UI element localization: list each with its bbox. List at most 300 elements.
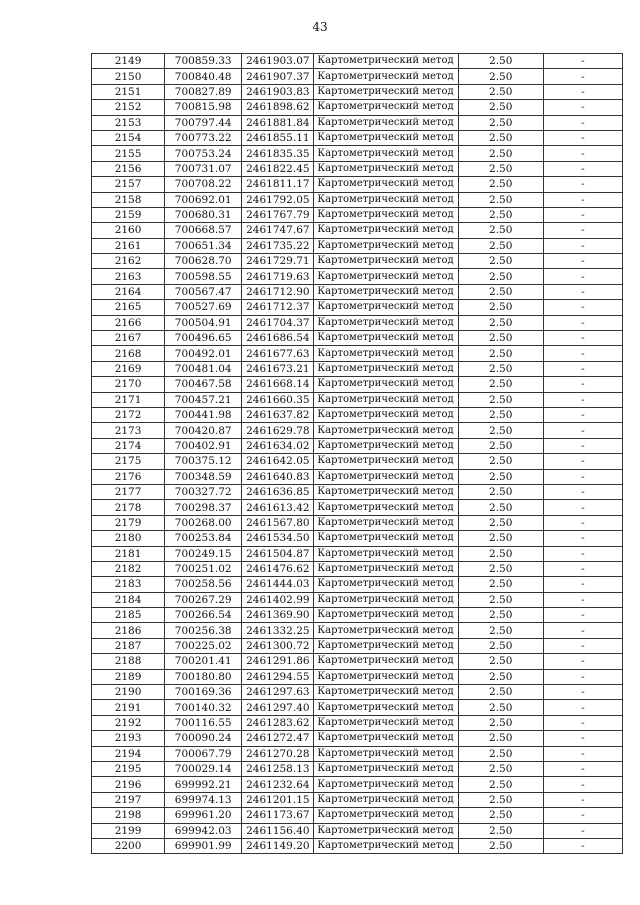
description-cell: - <box>543 823 622 838</box>
method-cell: Картометрический метод <box>314 192 458 207</box>
accuracy-cell: 2.50 <box>458 700 543 715</box>
y-coordinate-cell: 2461291.86 <box>242 654 314 669</box>
method-cell: Картометрический метод <box>314 731 458 746</box>
accuracy-cell: 2.50 <box>458 100 543 115</box>
accuracy-cell: 2.50 <box>458 146 543 161</box>
description-cell: - <box>543 346 622 361</box>
method-cell: Картометрический метод <box>314 700 458 715</box>
method-cell: Картометрический метод <box>314 392 458 407</box>
x-coordinate-cell: 700169.36 <box>165 685 242 700</box>
x-coordinate-cell: 700348.59 <box>165 469 242 484</box>
accuracy-cell: 2.50 <box>458 130 543 145</box>
method-cell: Картометрический метод <box>314 300 458 315</box>
description-cell: - <box>543 700 622 715</box>
description-cell: - <box>543 685 622 700</box>
table-row <box>92 731 623 746</box>
x-coordinate-cell: 700402.91 <box>165 438 242 453</box>
table-row <box>92 823 623 838</box>
method-cell: Картометрический метод <box>314 223 458 238</box>
x-coordinate-cell: 700628.70 <box>165 254 242 269</box>
x-coordinate-cell: 700225.02 <box>165 638 242 653</box>
y-coordinate-cell: 2461747.67 <box>242 223 314 238</box>
description-cell: - <box>543 254 622 269</box>
table-row <box>92 146 623 161</box>
point-number-cell: 2198 <box>92 808 165 823</box>
method-cell: Картометрический метод <box>314 207 458 222</box>
point-number-cell: 2175 <box>92 454 165 469</box>
y-coordinate-cell: 2461297.40 <box>242 700 314 715</box>
accuracy-cell: 2.50 <box>458 484 543 499</box>
point-number-cell: 2194 <box>92 746 165 761</box>
accuracy-cell: 2.50 <box>458 561 543 576</box>
accuracy-cell: 2.50 <box>458 777 543 792</box>
x-coordinate-cell: 700251.02 <box>165 561 242 576</box>
accuracy-cell: 2.50 <box>458 761 543 776</box>
y-coordinate-cell: 2461767.79 <box>242 207 314 222</box>
y-coordinate-cell: 2461283.62 <box>242 715 314 730</box>
y-coordinate-cell: 2461613.42 <box>242 500 314 515</box>
description-cell: - <box>543 608 622 623</box>
x-coordinate-cell: 700258.56 <box>165 577 242 592</box>
x-coordinate-cell: 700266.54 <box>165 608 242 623</box>
point-number-cell: 2187 <box>92 638 165 653</box>
table-row <box>92 500 623 515</box>
accuracy-cell: 2.50 <box>458 392 543 407</box>
accuracy-cell: 2.50 <box>458 115 543 130</box>
method-cell: Картометрический метод <box>314 238 458 253</box>
table-row <box>92 561 623 576</box>
y-coordinate-cell: 2461444.03 <box>242 577 314 592</box>
y-coordinate-cell: 2461636.85 <box>242 484 314 499</box>
y-coordinate-cell: 2461156.40 <box>242 823 314 838</box>
y-coordinate-cell: 2461201.15 <box>242 792 314 807</box>
x-coordinate-cell: 700651.34 <box>165 238 242 253</box>
x-coordinate-cell: 700253.84 <box>165 531 242 546</box>
table-body <box>92 54 623 854</box>
x-coordinate-cell: 699942.03 <box>165 823 242 838</box>
method-cell: Картометрический метод <box>314 623 458 638</box>
method-cell: Картометрический метод <box>314 577 458 592</box>
y-coordinate-cell: 2461402.99 <box>242 592 314 607</box>
x-coordinate-cell: 700327.72 <box>165 484 242 499</box>
description-cell: - <box>543 715 622 730</box>
y-coordinate-cell: 2461903.07 <box>242 54 314 69</box>
accuracy-cell: 2.50 <box>458 54 543 69</box>
method-cell: Картометрический метод <box>314 69 458 84</box>
description-cell: - <box>543 654 622 669</box>
description-cell: - <box>543 69 622 84</box>
table-row <box>92 284 623 299</box>
point-number-cell: 2165 <box>92 300 165 315</box>
y-coordinate-cell: 2461232.64 <box>242 777 314 792</box>
point-number-cell: 2163 <box>92 269 165 284</box>
method-cell: Картометрический метод <box>314 315 458 330</box>
method-cell: Картометрический метод <box>314 500 458 515</box>
description-cell: - <box>543 177 622 192</box>
description-cell: - <box>543 561 622 576</box>
point-number-cell: 2164 <box>92 284 165 299</box>
point-number-cell: 2191 <box>92 700 165 715</box>
description-cell: - <box>543 192 622 207</box>
x-coordinate-cell: 700375.12 <box>165 454 242 469</box>
method-cell: Картометрический метод <box>314 146 458 161</box>
table-row <box>92 792 623 807</box>
table-row <box>92 838 623 853</box>
table-row <box>92 115 623 130</box>
point-number-cell: 2160 <box>92 223 165 238</box>
y-coordinate-cell: 2461835.35 <box>242 146 314 161</box>
accuracy-cell: 2.50 <box>458 608 543 623</box>
description-cell: - <box>543 238 622 253</box>
accuracy-cell: 2.50 <box>458 669 543 684</box>
method-cell: Картометрический метод <box>314 361 458 376</box>
table-row <box>92 254 623 269</box>
description-cell: - <box>543 54 622 69</box>
x-coordinate-cell: 700140.32 <box>165 700 242 715</box>
description-cell: - <box>543 115 622 130</box>
x-coordinate-cell: 700116.55 <box>165 715 242 730</box>
x-coordinate-cell: 700692.01 <box>165 192 242 207</box>
description-cell: - <box>543 469 622 484</box>
y-coordinate-cell: 2461855.11 <box>242 130 314 145</box>
x-coordinate-cell: 699961.20 <box>165 808 242 823</box>
method-cell: Картометрический метод <box>314 715 458 730</box>
table-row <box>92 808 623 823</box>
y-coordinate-cell: 2461903.83 <box>242 84 314 99</box>
description-cell: - <box>543 300 622 315</box>
method-cell: Картометрический метод <box>314 792 458 807</box>
x-coordinate-cell: 700268.00 <box>165 515 242 530</box>
accuracy-cell: 2.50 <box>458 300 543 315</box>
table-row <box>92 715 623 730</box>
accuracy-cell: 2.50 <box>458 623 543 638</box>
table-row <box>92 100 623 115</box>
accuracy-cell: 2.50 <box>458 500 543 515</box>
table-row <box>92 300 623 315</box>
method-cell: Картометрический метод <box>314 346 458 361</box>
table-row <box>92 608 623 623</box>
x-coordinate-cell: 700457.21 <box>165 392 242 407</box>
y-coordinate-cell: 2461712.37 <box>242 300 314 315</box>
x-coordinate-cell: 700504.91 <box>165 315 242 330</box>
method-cell: Картометрический метод <box>314 761 458 776</box>
point-number-cell: 2171 <box>92 392 165 407</box>
accuracy-cell: 2.50 <box>458 654 543 669</box>
method-cell: Картометрический метод <box>314 130 458 145</box>
accuracy-cell: 2.50 <box>458 161 543 176</box>
accuracy-cell: 2.50 <box>458 377 543 392</box>
point-number-cell: 2174 <box>92 438 165 453</box>
table-row <box>92 130 623 145</box>
description-cell: - <box>543 592 622 607</box>
x-coordinate-cell: 700773.22 <box>165 130 242 145</box>
description-cell: - <box>543 838 622 853</box>
description-cell: - <box>543 623 622 638</box>
point-number-cell: 2156 <box>92 161 165 176</box>
accuracy-cell: 2.50 <box>458 515 543 530</box>
y-coordinate-cell: 2461729.71 <box>242 254 314 269</box>
description-cell: - <box>543 146 622 161</box>
method-cell: Картометрический метод <box>314 469 458 484</box>
y-coordinate-cell: 2461792.05 <box>242 192 314 207</box>
method-cell: Картометрический метод <box>314 531 458 546</box>
description-cell: - <box>543 792 622 807</box>
accuracy-cell: 2.50 <box>458 715 543 730</box>
x-coordinate-cell: 700797.44 <box>165 115 242 130</box>
description-cell: - <box>543 577 622 592</box>
description-cell: - <box>543 284 622 299</box>
x-coordinate-cell: 700859.33 <box>165 54 242 69</box>
method-cell: Картометрический метод <box>314 546 458 561</box>
description-cell: - <box>543 223 622 238</box>
y-coordinate-cell: 2461369.90 <box>242 608 314 623</box>
x-coordinate-cell: 700180.80 <box>165 669 242 684</box>
x-coordinate-cell: 700598.55 <box>165 269 242 284</box>
point-number-cell: 2200 <box>92 838 165 853</box>
y-coordinate-cell: 2461907.37 <box>242 69 314 84</box>
description-cell: - <box>543 315 622 330</box>
table-row <box>92 777 623 792</box>
method-cell: Картометрический метод <box>314 423 458 438</box>
accuracy-cell: 2.50 <box>458 192 543 207</box>
accuracy-cell: 2.50 <box>458 207 543 222</box>
accuracy-cell: 2.50 <box>458 454 543 469</box>
point-number-cell: 2150 <box>92 69 165 84</box>
accuracy-cell: 2.50 <box>458 315 543 330</box>
method-cell: Картометрический метод <box>314 823 458 838</box>
point-number-cell: 2173 <box>92 423 165 438</box>
y-coordinate-cell: 2461642.05 <box>242 454 314 469</box>
x-coordinate-cell: 700496.65 <box>165 331 242 346</box>
table-row <box>92 685 623 700</box>
accuracy-cell: 2.50 <box>458 546 543 561</box>
description-cell: - <box>543 130 622 145</box>
y-coordinate-cell: 2461149.20 <box>242 838 314 853</box>
table-row <box>92 331 623 346</box>
description-cell: - <box>543 669 622 684</box>
x-coordinate-cell: 699974.13 <box>165 792 242 807</box>
method-cell: Картометрический метод <box>314 269 458 284</box>
description-cell: - <box>543 423 622 438</box>
description-cell: - <box>543 407 622 422</box>
x-coordinate-cell: 700298.37 <box>165 500 242 515</box>
description-cell: - <box>543 438 622 453</box>
x-coordinate-cell: 700527.69 <box>165 300 242 315</box>
table-row <box>92 69 623 84</box>
table-row <box>92 361 623 376</box>
accuracy-cell: 2.50 <box>458 592 543 607</box>
x-coordinate-cell: 700840.48 <box>165 69 242 84</box>
point-number-cell: 2189 <box>92 669 165 684</box>
table-row <box>92 469 623 484</box>
description-cell: - <box>543 515 622 530</box>
method-cell: Картометрический метод <box>314 377 458 392</box>
method-cell: Картометрический метод <box>314 54 458 69</box>
y-coordinate-cell: 2461534.50 <box>242 531 314 546</box>
method-cell: Картометрический метод <box>314 115 458 130</box>
description-cell: - <box>543 546 622 561</box>
point-number-cell: 2161 <box>92 238 165 253</box>
accuracy-cell: 2.50 <box>458 792 543 807</box>
point-number-cell: 2180 <box>92 531 165 546</box>
point-number-cell: 2188 <box>92 654 165 669</box>
point-number-cell: 2181 <box>92 546 165 561</box>
table-row <box>92 377 623 392</box>
accuracy-cell: 2.50 <box>458 69 543 84</box>
method-cell: Картометрический метод <box>314 838 458 853</box>
point-number-cell: 2153 <box>92 115 165 130</box>
y-coordinate-cell: 2461719.63 <box>242 269 314 284</box>
y-coordinate-cell: 2461629.78 <box>242 423 314 438</box>
point-number-cell: 2182 <box>92 561 165 576</box>
point-number-cell: 2162 <box>92 254 165 269</box>
y-coordinate-cell: 2461294.55 <box>242 669 314 684</box>
point-number-cell: 2178 <box>92 500 165 515</box>
table-row <box>92 407 623 422</box>
method-cell: Картометрический метод <box>314 407 458 422</box>
description-cell: - <box>543 454 622 469</box>
point-number-cell: 2151 <box>92 84 165 99</box>
description-cell: - <box>543 638 622 653</box>
method-cell: Картометрический метод <box>314 654 458 669</box>
table-row <box>92 269 623 284</box>
method-cell: Картометрический метод <box>314 561 458 576</box>
x-coordinate-cell: 700668.57 <box>165 223 242 238</box>
x-coordinate-cell: 699901.99 <box>165 838 242 853</box>
point-number-cell: 2197 <box>92 792 165 807</box>
description-cell: - <box>543 484 622 499</box>
x-coordinate-cell: 700680.31 <box>165 207 242 222</box>
y-coordinate-cell: 2461735.22 <box>242 238 314 253</box>
table-row <box>92 315 623 330</box>
table-row <box>92 238 623 253</box>
accuracy-cell: 2.50 <box>458 469 543 484</box>
method-cell: Картометрический метод <box>314 777 458 792</box>
y-coordinate-cell: 2461637.82 <box>242 407 314 422</box>
x-coordinate-cell: 700029.14 <box>165 761 242 776</box>
table-row <box>92 177 623 192</box>
x-coordinate-cell: 700492.01 <box>165 346 242 361</box>
table-row <box>92 623 623 638</box>
y-coordinate-cell: 2461660.35 <box>242 392 314 407</box>
description-cell: - <box>543 731 622 746</box>
accuracy-cell: 2.50 <box>458 361 543 376</box>
x-coordinate-cell: 700067.79 <box>165 746 242 761</box>
x-coordinate-cell: 700467.58 <box>165 377 242 392</box>
point-number-cell: 2192 <box>92 715 165 730</box>
point-number-cell: 2177 <box>92 484 165 499</box>
y-coordinate-cell: 2461272.47 <box>242 731 314 746</box>
accuracy-cell: 2.50 <box>458 407 543 422</box>
table-row <box>92 515 623 530</box>
description-cell: - <box>543 777 622 792</box>
y-coordinate-cell: 2461640.83 <box>242 469 314 484</box>
y-coordinate-cell: 2461712.90 <box>242 284 314 299</box>
description-cell: - <box>543 500 622 515</box>
table-row <box>92 438 623 453</box>
table-row <box>92 761 623 776</box>
method-cell: Картометрический метод <box>314 484 458 499</box>
method-cell: Картометрический метод <box>314 515 458 530</box>
page-number: 43 <box>312 20 328 34</box>
accuracy-cell: 2.50 <box>458 284 543 299</box>
accuracy-cell: 2.50 <box>458 423 543 438</box>
point-number-cell: 2193 <box>92 731 165 746</box>
table-row <box>92 654 623 669</box>
table-row <box>92 531 623 546</box>
point-number-cell: 2199 <box>92 823 165 838</box>
x-coordinate-cell: 700708.22 <box>165 177 242 192</box>
y-coordinate-cell: 2461270.28 <box>242 746 314 761</box>
table-row <box>92 161 623 176</box>
x-coordinate-cell: 700441.98 <box>165 407 242 422</box>
method-cell: Картометрический метод <box>314 177 458 192</box>
description-cell: - <box>543 746 622 761</box>
point-number-cell: 2166 <box>92 315 165 330</box>
x-coordinate-cell: 700481.04 <box>165 361 242 376</box>
point-number-cell: 2158 <box>92 192 165 207</box>
point-number-cell: 2172 <box>92 407 165 422</box>
description-cell: - <box>543 161 622 176</box>
table-row <box>92 392 623 407</box>
point-number-cell: 2185 <box>92 608 165 623</box>
x-coordinate-cell: 700249.15 <box>165 546 242 561</box>
x-coordinate-cell: 700267.29 <box>165 592 242 607</box>
y-coordinate-cell: 2461677.63 <box>242 346 314 361</box>
method-cell: Картометрический метод <box>314 100 458 115</box>
accuracy-cell: 2.50 <box>458 746 543 761</box>
y-coordinate-cell: 2461898.62 <box>242 100 314 115</box>
method-cell: Картометрический метод <box>314 438 458 453</box>
description-cell: - <box>543 377 622 392</box>
y-coordinate-cell: 2461686.54 <box>242 331 314 346</box>
table-row <box>92 484 623 499</box>
x-coordinate-cell: 700753.24 <box>165 146 242 161</box>
y-coordinate-cell: 2461297.63 <box>242 685 314 700</box>
table-row <box>92 746 623 761</box>
point-number-cell: 2196 <box>92 777 165 792</box>
table-row <box>92 84 623 99</box>
x-coordinate-cell: 700090.24 <box>165 731 242 746</box>
method-cell: Картометрический метод <box>314 592 458 607</box>
accuracy-cell: 2.50 <box>458 238 543 253</box>
point-number-cell: 2155 <box>92 146 165 161</box>
accuracy-cell: 2.50 <box>458 331 543 346</box>
point-number-cell: 2157 <box>92 177 165 192</box>
accuracy-cell: 2.50 <box>458 838 543 853</box>
accuracy-cell: 2.50 <box>458 254 543 269</box>
description-cell: - <box>543 808 622 823</box>
y-coordinate-cell: 2461668.14 <box>242 377 314 392</box>
method-cell: Картометрический метод <box>314 808 458 823</box>
table-row <box>92 423 623 438</box>
table-row <box>92 669 623 684</box>
method-cell: Картометрический метод <box>314 454 458 469</box>
description-cell: - <box>543 269 622 284</box>
y-coordinate-cell: 2461822.45 <box>242 161 314 176</box>
y-coordinate-cell: 2461811.17 <box>242 177 314 192</box>
accuracy-cell: 2.50 <box>458 438 543 453</box>
accuracy-cell: 2.50 <box>458 823 543 838</box>
description-cell: - <box>543 531 622 546</box>
point-number-cell: 2170 <box>92 377 165 392</box>
method-cell: Картометрический метод <box>314 254 458 269</box>
x-coordinate-cell: 700815.98 <box>165 100 242 115</box>
point-number-cell: 2168 <box>92 346 165 361</box>
description-cell: - <box>543 100 622 115</box>
point-number-cell: 2154 <box>92 130 165 145</box>
accuracy-cell: 2.50 <box>458 223 543 238</box>
